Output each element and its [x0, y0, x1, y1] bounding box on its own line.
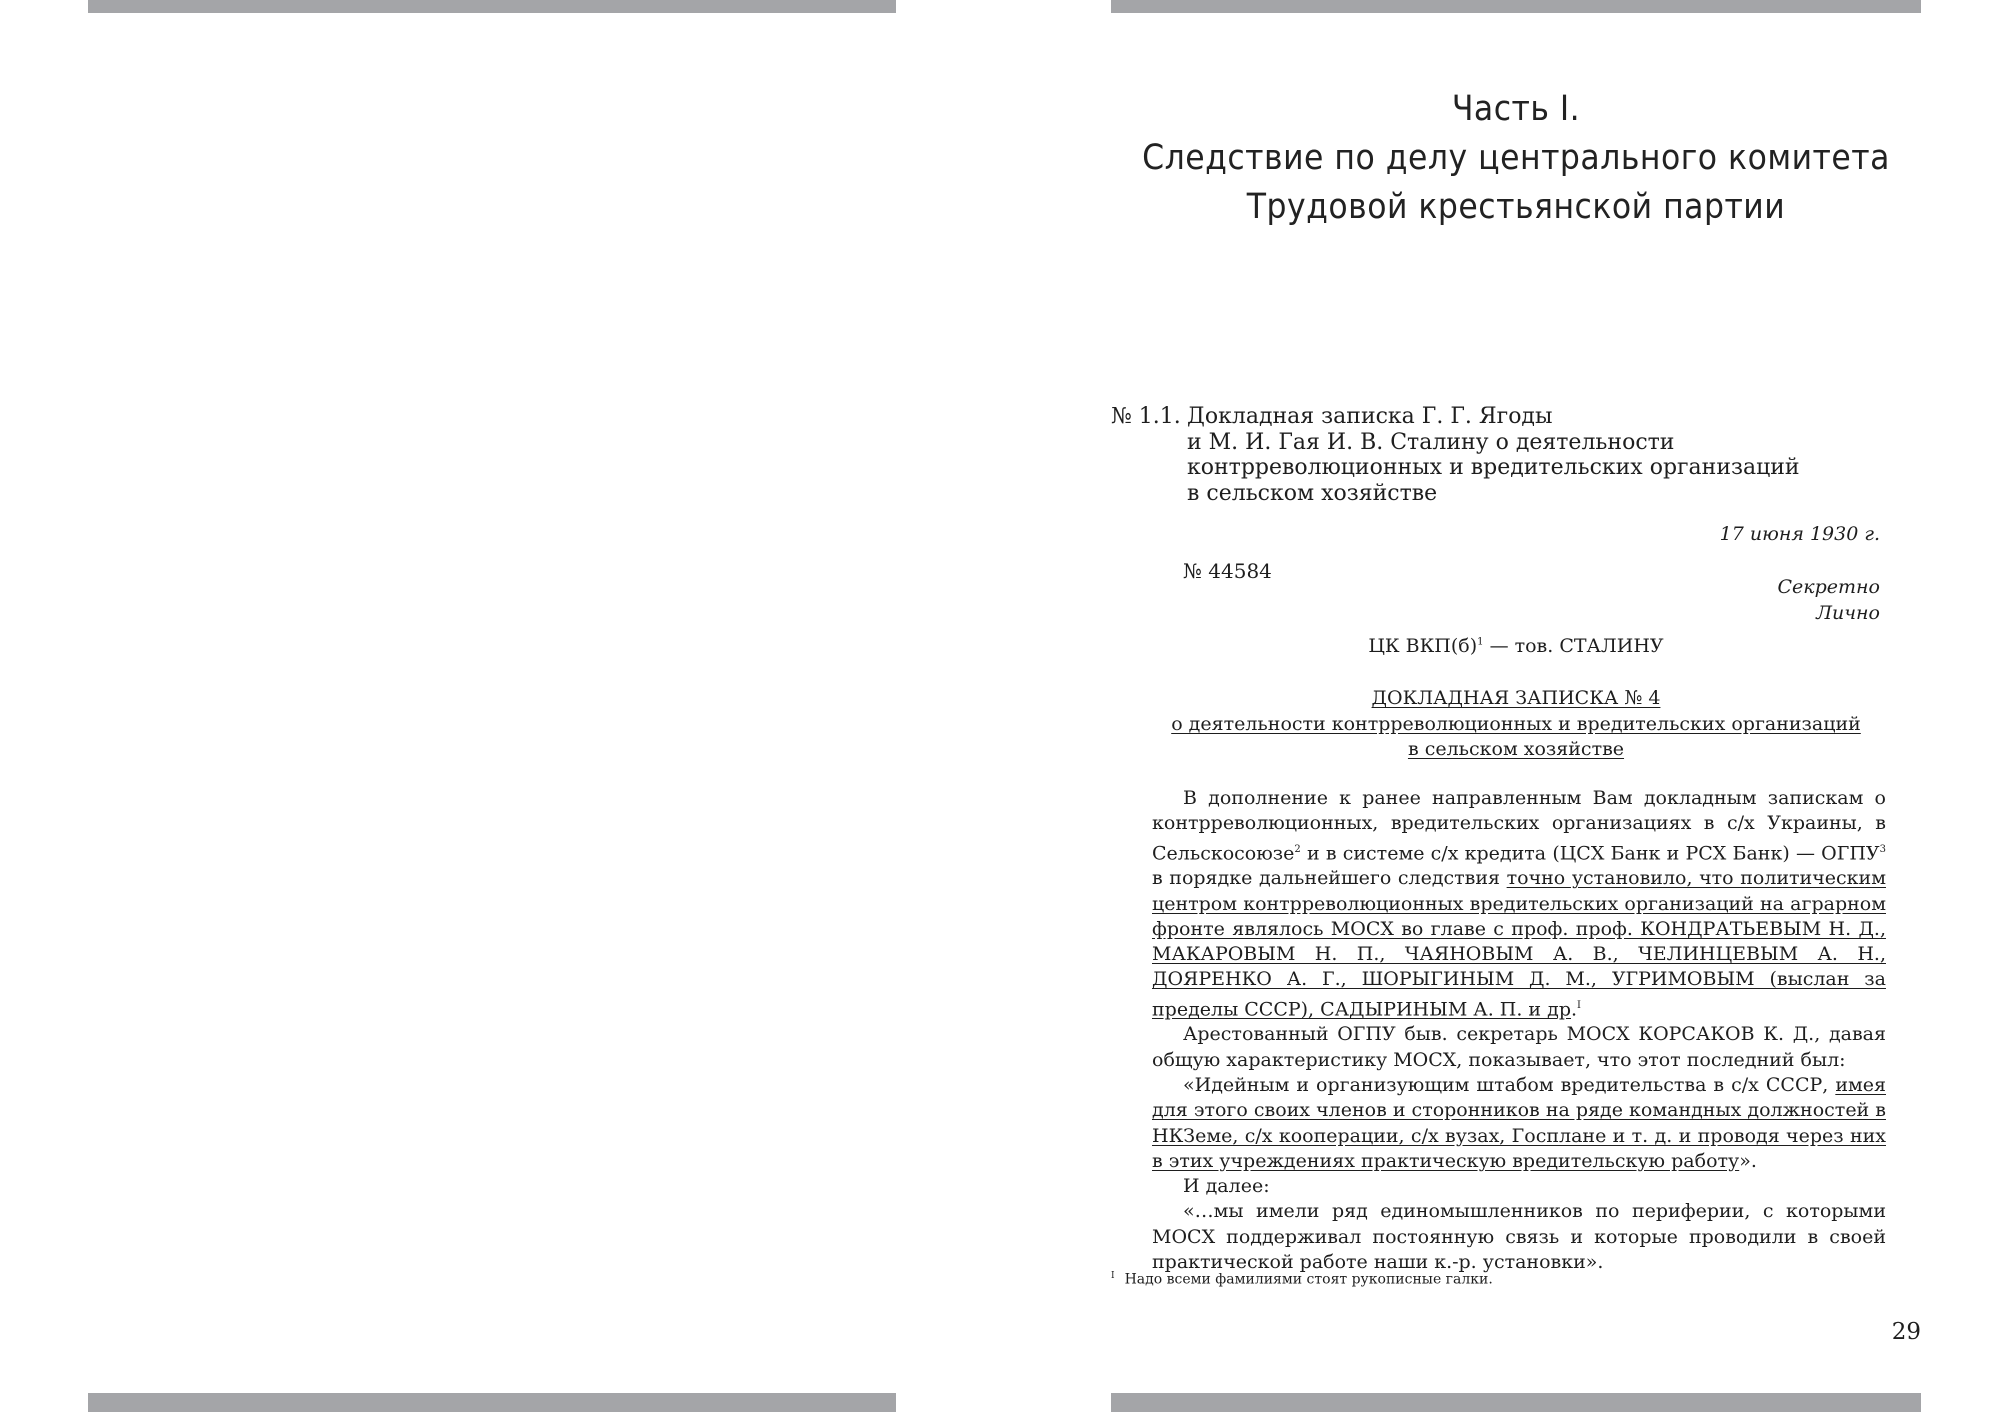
report-title-line: о деятельности контрреволюционных и вредительских организаций	[1171, 712, 1861, 735]
page-number: 29	[1891, 1319, 1921, 1345]
top-right-bar	[1111, 0, 1921, 13]
registration-number: № 44584	[1183, 559, 1272, 583]
classification	[1777, 574, 1880, 626]
part-title	[1111, 85, 1921, 232]
addressee-org: ЦК ВКП(б)	[1368, 635, 1478, 657]
heading-line: контрреволюционных и вредительских организаций	[1187, 455, 1800, 480]
paragraph	[1152, 786, 1886, 1022]
paragraph: И далее:	[1183, 1175, 1270, 1198]
footnote-text: Надо всеми фамилиями стоят рукописные галки.	[1124, 1271, 1493, 1288]
text-run: .	[1571, 998, 1578, 1021]
heading-line: Докладная записка Г. Г. Ягоды	[1187, 404, 1553, 429]
paragraph	[1152, 1073, 1886, 1174]
part-title-line: Следствие по делу центрального комитета	[1142, 138, 1890, 178]
document-heading	[1187, 404, 1867, 506]
part-title-line: Трудовой крестьянской партии	[1246, 187, 1786, 227]
classification-secret: Секретно	[1777, 576, 1880, 598]
addressee-name: — тов. СТАЛИНУ	[1483, 635, 1664, 657]
footnote-ref: 1	[1477, 636, 1484, 648]
footnote-ref: 2	[1294, 843, 1301, 855]
body-text	[1152, 786, 1886, 1275]
addressee	[1111, 635, 1921, 657]
bottom-right-bar	[1111, 1393, 1921, 1412]
underlined-text: имея для этого своих членов и сторонников на ряде командных должностей в НКЗеме, с/х кооперации, с/х вузах, Госплане и т. д. и проводя через них в этих учреждениях практическую вредительскую работу	[1152, 1073, 1886, 1172]
footnote-ref: 3	[1879, 843, 1886, 855]
report-title	[1111, 686, 1921, 763]
text-run: ».	[1739, 1149, 1757, 1172]
text-run: в порядке дальнейшего следствия	[1152, 867, 1507, 890]
underlined-text: точно установило, что политическим центром контрреволюционных вредительских организаций на аграрном фронте являлось МОСХ во главе с проф. проф. КОНДРАТЬЕВЫМ Н. Д., МАКАРОВЫМ Н. П., ЧАЯНОВЫМ А. В., ЧЕЛИНЦЕВЫМ А. Н., ДОЯРЕНКО А. Г., ШОРЫГИНЫМ Д. М., УГРИМОВЫМ (выслан за пределы СССР), САДЫРИНЫМ А. П. и др	[1152, 867, 1886, 1021]
bottom-left-bar	[88, 1393, 896, 1412]
text-run: и в системе с/х кредита (ЦСХ Банк и РСХ Банк) — ОГПУ	[1300, 841, 1880, 864]
top-left-bar	[88, 0, 896, 13]
report-title-line: ДОКЛАДНАЯ ЗАПИСКА № 4	[1371, 687, 1661, 709]
footnote-ref: I	[1577, 999, 1581, 1011]
footnote	[1111, 1271, 1493, 1288]
text-run: В дополнение к ранее направленным Вам докладным запискам о контрреволюционных, вредительских организациях в с/х Украины, в Сельскосоюзе	[1152, 787, 1886, 864]
footnote-mark: I	[1111, 1271, 1115, 1281]
part-title-line: Часть I.	[1451, 89, 1581, 129]
paragraph: Арестованный ОГПУ быв. секретарь МОСХ КОРСАКОВ К. Д., давая общую характеристику МОСХ, показывает, что этот последний был:	[1152, 1023, 1886, 1071]
classification-personal: Лично	[1816, 602, 1880, 624]
document-number: № 1.1.	[1111, 404, 1181, 429]
paragraph: «…мы имели ряд единомышленников по периферии, с которыми МОСХ поддерживал постоянную связь и которые проводили в своей практической работе наши к.-р. установки».	[1152, 1200, 1886, 1273]
text-run: «Идейным и организующим штабом вредительства в с/х СССР,	[1183, 1073, 1836, 1096]
heading-line: в сельском хозяйстве	[1187, 480, 1438, 506]
heading-line: и М. И. Гая И. В. Сталину о деятельности	[1187, 429, 1675, 455]
report-title-line: в сельском хозяйстве	[1407, 738, 1625, 760]
document-date: 17 июня 1930 г.	[1719, 523, 1880, 545]
